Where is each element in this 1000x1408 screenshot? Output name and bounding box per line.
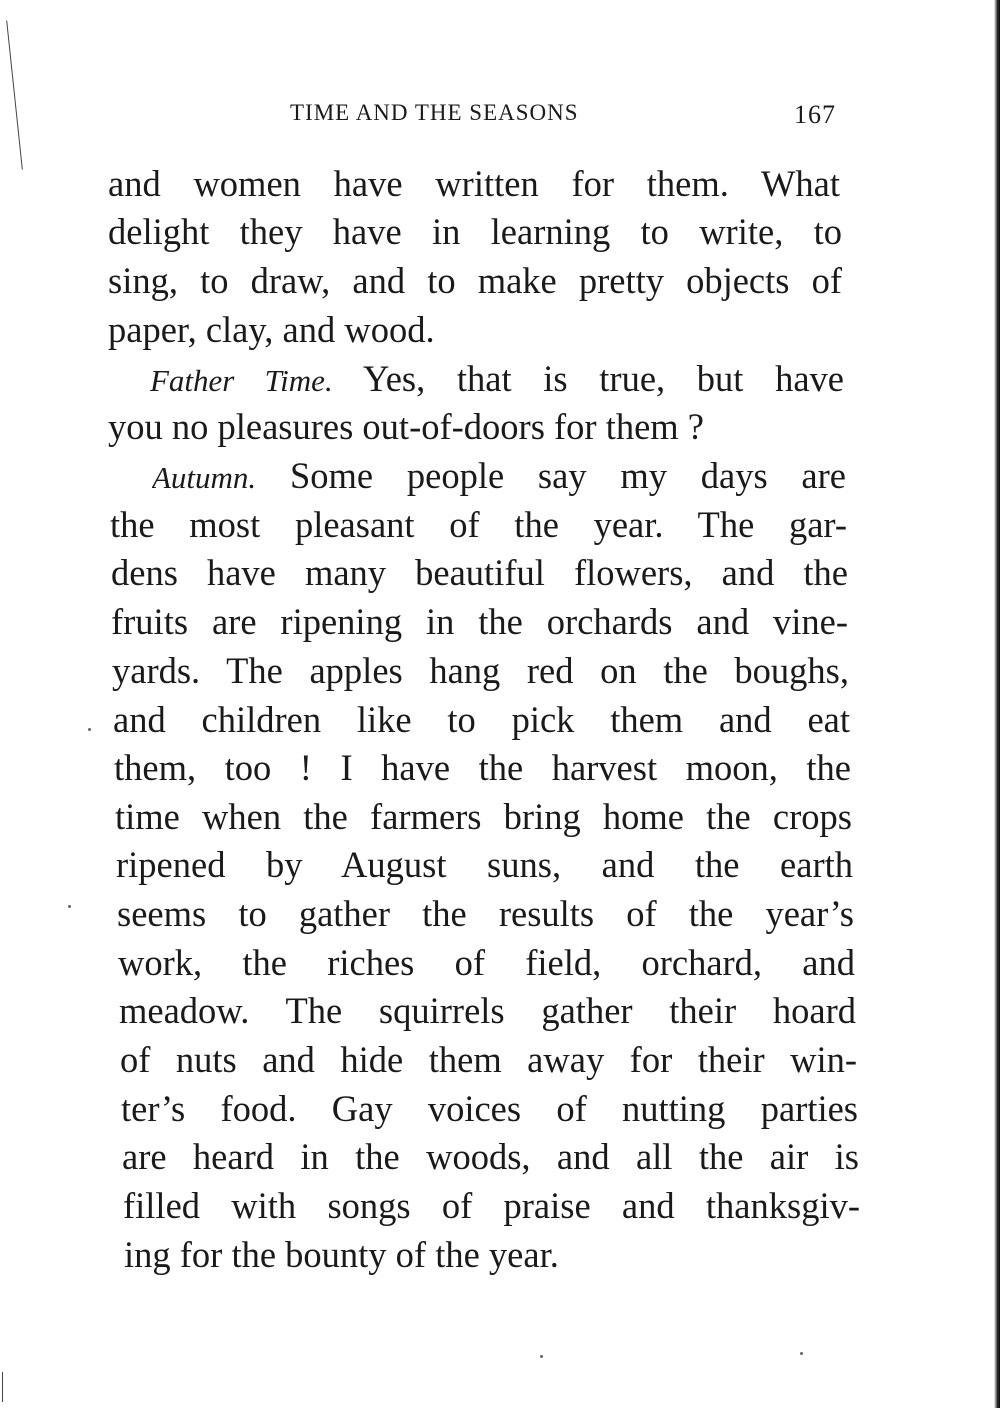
text-line: fruits are ripening in the orchards and vine- [111, 601, 848, 642]
running-head [290, 100, 850, 136]
scan-edge-shadow [994, 0, 1000, 1408]
scan-speck [88, 728, 91, 731]
text-line: of nuts and hide them away for their win- [120, 1039, 857, 1080]
text-line: sing, to draw, and to make pretty objects of [108, 260, 842, 301]
text-line: and children like to pick them and eat [113, 699, 850, 740]
scan-edge-mark [6, 20, 23, 169]
text-line: Father Time. Yes, that is true, but have [150, 358, 844, 399]
speaker-name: Father Time. [150, 363, 333, 398]
text-line: seems to gather the results of the year’s [117, 893, 854, 934]
scan-edge-mark [2, 1372, 3, 1402]
text-line: them, too ! I have the harvest moon, the [114, 747, 851, 788]
text-line: you no pleasures out-of-doors for them ? [108, 406, 705, 447]
text-line: delight they have in learning to write, to [108, 211, 842, 252]
speaker-name: Autumn. [152, 460, 257, 495]
text-line: time when the farmers bring home the crops [115, 796, 852, 837]
text-line: paper, clay, and wood. [108, 309, 435, 350]
text-line: work, the riches of field, orchard, and [118, 942, 855, 983]
text-line: ripened by August suns, and the earth [116, 844, 853, 885]
running-title: TIME AND THE SEASONS [290, 100, 579, 125]
text-line: filled with songs of praise and thanksgiv- [123, 1185, 860, 1226]
text-line: the most pleasant of the year. The gar- [110, 504, 847, 545]
text-line: Autumn. Some people say my days are [152, 455, 846, 496]
text-line: are heard in the woods, and all the air is [122, 1136, 859, 1177]
page-number: 167 [794, 100, 836, 129]
text-line: dens have many beautiful flowers, and the [111, 552, 848, 593]
text-line: ing for the bounty of the year. [124, 1234, 559, 1275]
scan-speck [68, 905, 71, 908]
scan-speck [540, 1355, 543, 1358]
text-line: ter’s food. Gay voices of nutting parties [121, 1088, 858, 1129]
scan-speck [800, 1352, 803, 1355]
text-line: and women have written for them. What [108, 163, 840, 204]
text-line: yards. The apples hang red on the boughs, [112, 650, 849, 691]
text-line: meadow. The squirrels gather their hoard [119, 990, 856, 1031]
